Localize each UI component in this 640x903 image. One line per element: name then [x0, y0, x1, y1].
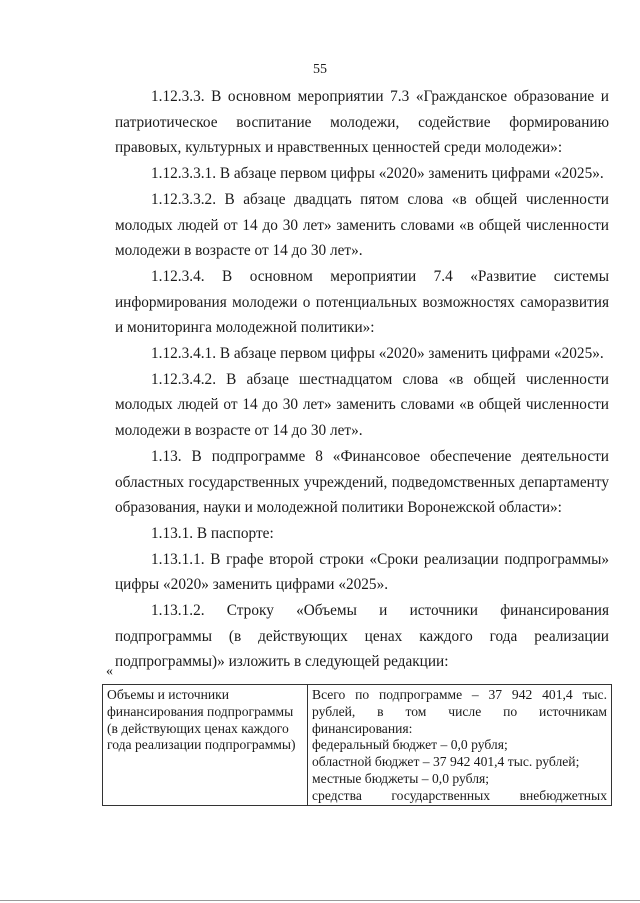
financing-line: местные бюджеты – 0,0 рубля;	[312, 770, 490, 786]
page-edge-line	[0, 900, 640, 901]
paragraph-1-13-1-2: 1.13.1.2. Строку «Объемы и источники финансирования подпрограммы (в действующих ценах каждого года реализации подпрограммы)» изложить в следующей редакции:	[115, 602, 609, 671]
financing-line: средства государственных внебюджетных	[312, 787, 607, 803]
paragraph-1-12-3-3: 1.12.3.3. В основном мероприятии 7.3 «Гражданское образование и патриотическое воспитание молодежи, содействие формированию правовых, культурных и нравственных ценностей среди молодежи»:	[115, 88, 609, 157]
paragraph-1-12-3-4-2: 1.12.3.4.2. В абзаце шестнадцатом слова «в общей численности молодых людей от 14 до 30 лет» заменить словами «в общей численности молодежи в возрасте от 14 до 30 лет».	[115, 370, 609, 440]
financing-line: областной бюджет – 37 942 401,4 тыс. рублей;	[312, 754, 580, 770]
financing-line: федеральный бюджет – 0,0 рубля;	[312, 737, 508, 753]
document-body	[115, 84, 609, 675]
table-row	[103, 685, 612, 806]
paragraph-1-12-3-4-1: 1.12.3.4.1. В абзаце первом цифры «2020» заменить цифрами «2025».	[151, 345, 604, 363]
financing-line: финансирования:	[312, 720, 413, 736]
financing-value-cell	[308, 685, 612, 806]
financing-label-cell: Объемы и источники финансирования подпрограммы (в действующих ценах каждого года реализации подпрограммы)	[103, 685, 308, 806]
page-number: 55	[313, 62, 327, 77]
financing-line: Всего по подпрограмме – 37 942 401,4 тыс.	[312, 687, 607, 702]
paragraph-1-13: 1.13. В подпрограмме 8 «Финансовое обеспечение деятельности областных государственных учреждений, подведомственных департаменту образования, науки и молодежной политики Воронежской области»:	[115, 447, 609, 517]
financing-line: рублей, в том числе по источникам	[312, 703, 607, 719]
paragraph-1-13-1-1: 1.13.1.1. В графе второй строки «Сроки реализации подпрограммы» цифры «2020» заменить цифрами «2025».	[115, 550, 609, 594]
opening-quote-mark: «	[106, 664, 113, 679]
paragraph-1-12-3-4: 1.12.3.4. В основном мероприятии 7.4 «Развитие системы информирования молодежи о потенциальных возможностях саморазвития и мониторинга молодежной политики»:	[115, 267, 609, 337]
paragraph-1-12-3-3-1: 1.12.3.3.1. В абзаце первом цифры «2020» заменить цифрами «2025».	[151, 165, 604, 183]
paragraph-1-12-3-3-2: 1.12.3.3.2. В абзаце двадцать пятом слова «в общей численности молодых людей от 14 до 30 лет» заменить словами «в общей численности молодежи в возрасте от 14 до 30 лет».	[115, 190, 609, 260]
financing-table	[102, 684, 612, 806]
paragraph-1-13-1: 1.13.1. В паспорте:	[151, 524, 274, 542]
